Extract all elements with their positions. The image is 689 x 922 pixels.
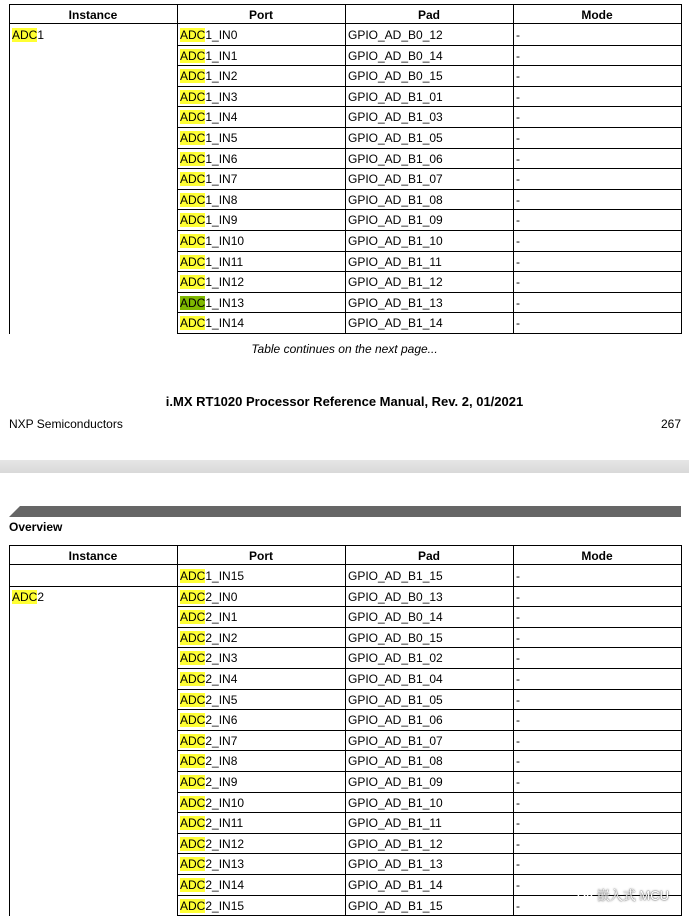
pad-cell: GPIO_AD_B1_05 [348,692,443,707]
port-suffix: 1_IN11 [205,254,244,269]
port-suffix: 1_IN3 [205,89,238,104]
mode-cell: - [516,754,520,769]
port-cell [180,149,237,169]
search-highlight: ADC [180,28,206,42]
port-suffix: 1_IN12 [205,275,245,290]
pad-cell: GPIO_AD_B0_12 [348,28,443,42]
search-highlight: ADC [180,234,206,248]
port-suffix: 1_IN4 [205,110,238,125]
search-highlight: ADC [180,213,206,228]
pad-cell: GPIO_AD_B1_10 [348,795,443,810]
pad-cell: GPIO_AD_B1_13 [348,295,443,310]
search-highlight: ADC [180,110,206,125]
mode-cell: - [516,213,520,228]
port-cell [180,772,237,792]
search-highlight: ADC [180,775,206,789]
port-suffix: 2_IN9 [205,775,238,789]
search-highlight: ADC [180,692,206,707]
port-suffix: 1_IN1 [205,48,238,63]
pad-cell: GPIO_AD_B0_13 [348,589,443,604]
port-suffix: 2_IN12 [205,836,245,851]
port-cell [180,128,237,148]
port-suffix: 2_IN2 [205,630,238,645]
column-header: Pad [345,545,513,565]
pad-cell: GPIO_AD_B1_13 [348,857,443,872]
instance-cell [12,587,44,607]
search-highlight: ADC [180,131,206,145]
port-cell [180,87,237,107]
pad-cell: GPIO_AD_B0_15 [348,630,443,645]
column-header: Pad [345,4,513,24]
search-highlight: ADC [180,733,206,748]
instance-number: 1 [37,28,45,42]
mode-cell: - [516,878,520,892]
search-highlight: ADC [12,28,38,42]
port-suffix: 2_IN3 [205,651,238,666]
port-cell [180,854,244,874]
mode-cell: - [516,48,520,63]
instance-number: 2 [37,589,45,604]
port-suffix: 2_IN14 [205,878,245,892]
port-suffix: 1_IN9 [205,213,238,228]
mode-cell: - [516,692,520,707]
port-cell [180,896,244,916]
watermark [577,885,669,904]
search-highlight: ADC [180,275,206,290]
column-header: Port [177,545,345,565]
mode-cell: - [516,898,520,913]
mode-cell: - [516,569,520,583]
port-suffix: 2_IN8 [205,754,238,769]
pad-cell: GPIO_AD_B1_08 [348,192,443,207]
pad-cell: GPIO_AD_B1_15 [348,569,443,583]
pad-cell: GPIO_AD_B0_14 [348,48,443,63]
search-highlight: ADC [180,878,206,892]
search-highlight: ADC [180,192,206,207]
search-highlight: ADC [180,898,206,913]
port-cell [180,731,237,751]
port-suffix: 1_IN6 [205,151,238,166]
pad-cell: GPIO_AD_B1_04 [348,672,443,686]
port-cell [180,231,244,251]
port-cell [180,66,237,86]
mode-cell: - [516,28,520,42]
search-highlight: ADC [180,69,206,84]
search-highlight: ADC [180,816,206,831]
pad-cell: GPIO_AD_B1_05 [348,131,443,145]
search-highlight: ADC [180,630,206,645]
pin-table-page1 [9,4,681,334]
port-cell [180,293,244,313]
search-highlight: ADC [180,672,206,686]
search-highlight: ADC [180,89,206,104]
search-highlight: ADC [180,610,206,625]
mode-cell: - [516,89,520,104]
mode-cell: - [516,275,520,290]
pad-cell: GPIO_AD_B1_12 [348,836,443,851]
page-number: 267 [660,417,681,431]
port-suffix: 1_IN2 [205,69,238,84]
port-cell [180,628,237,648]
search-highlight: ADC [180,589,206,604]
port-cell [180,252,243,272]
mode-cell: - [516,775,520,789]
search-highlight: ADC [180,295,206,310]
search-highlight: ADC [180,151,206,166]
port-cell [180,25,237,45]
port-cell [180,210,237,230]
mode-cell: - [516,836,520,851]
mode-cell: - [516,713,520,728]
mode-cell: - [516,234,520,248]
page-gap [0,460,689,473]
header-band [9,506,681,517]
port-suffix: 2_IN7 [205,733,238,748]
pad-cell: GPIO_AD_B1_06 [348,151,443,166]
mode-cell: - [516,151,520,166]
mode-cell: - [516,295,520,310]
pad-cell: GPIO_AD_B1_01 [348,89,443,104]
pad-cell: GPIO_AD_B1_10 [348,234,443,248]
mode-cell: - [516,795,520,810]
mode-cell: - [516,69,520,84]
document-title: i.MX RT1020 Processor Reference Manual, Rev. 2, 01/2021 [165,394,524,409]
port-cell [180,690,237,710]
footer-company: NXP Semiconductors [9,417,123,431]
port-cell [180,190,237,210]
search-highlight: ADC [180,795,206,810]
port-cell [180,751,237,771]
port-cell [180,272,244,292]
column-header: Instance [9,4,177,24]
search-highlight: ADC [180,316,206,331]
pad-cell: GPIO_AD_B1_07 [348,172,443,187]
port-cell [180,607,237,627]
pad-cell: GPIO_AD_B1_15 [348,898,443,913]
port-suffix: 2_IN5 [205,692,238,707]
port-cell [180,648,237,668]
pad-cell: GPIO_AD_B1_07 [348,733,443,748]
column-header: Port [177,4,345,24]
search-highlight: ADC [180,254,206,269]
port-suffix: 1_IN8 [205,192,238,207]
pdf-page-268 [0,473,689,922]
port-suffix: 2_IN10 [205,795,245,810]
port-suffix: 2_IN0 [205,589,238,604]
mode-cell: - [516,630,520,645]
search-highlight: ADC [180,857,206,872]
mode-cell: - [516,131,520,145]
column-header: Instance [9,545,177,565]
port-suffix: 2_IN4 [205,672,238,686]
search-highlight: ADC [180,713,206,728]
search-highlight: ADC [180,48,206,63]
pdf-page-267 [0,0,689,460]
port-cell [180,710,237,730]
column-divider [9,4,10,334]
search-highlight: ADC [180,172,206,187]
port-cell [180,587,237,607]
pin-table-page2 [9,545,681,916]
port-cell [180,793,244,813]
pad-cell: GPIO_AD_B1_09 [348,213,443,228]
port-cell [180,566,244,586]
mode-cell: - [516,192,520,207]
search-highlight: ADC [12,589,38,604]
pad-cell: GPIO_AD_B1_08 [348,754,443,769]
mode-cell: - [516,733,520,748]
port-suffix: 2_IN1 [205,610,238,625]
column-header: Mode [513,545,681,565]
port-suffix: 1_IN14 [205,316,245,331]
search-highlight: ADC [180,569,206,583]
port-cell [180,669,237,689]
mode-cell: - [516,816,520,831]
port-suffix: 2_IN11 [205,816,244,831]
port-suffix: 2_IN13 [205,857,245,872]
section-title: Overview [9,520,63,534]
mode-cell: - [516,110,520,125]
mode-cell: - [516,589,520,604]
mode-cell: - [516,857,520,872]
port-cell [180,813,243,833]
port-suffix: 1_IN10 [205,234,245,248]
column-divider [9,545,10,916]
mode-cell: - [516,316,520,331]
mode-cell: - [516,254,520,269]
watermark-text: 嵌入式 MCU [596,888,669,903]
search-highlight: ADC [180,651,206,666]
port-suffix: 1_IN13 [205,295,245,310]
search-highlight: ADC [180,836,206,851]
port-suffix: 1_IN0 [205,28,238,42]
pad-cell: GPIO_AD_B1_11 [348,254,442,269]
port-cell [180,46,237,66]
mode-cell: - [516,172,520,187]
pad-cell: GPIO_AD_B1_14 [348,878,443,892]
pad-cell: GPIO_AD_B1_09 [348,775,443,789]
pad-cell: GPIO_AD_B1_12 [348,275,443,290]
pad-cell: GPIO_AD_B1_14 [348,316,443,331]
port-suffix: 1_IN5 [205,131,238,145]
chat-bubble-icon [577,887,593,903]
port-cell [180,875,244,895]
port-cell [180,169,237,189]
port-cell [180,834,244,854]
search-highlight: ADC [180,754,206,769]
mode-cell: - [516,651,520,666]
pad-cell: GPIO_AD_B1_03 [348,110,443,125]
instance-cell [12,25,44,45]
port-suffix: 1_IN15 [205,569,245,583]
pad-cell: GPIO_AD_B1_06 [348,713,443,728]
pad-cell: GPIO_AD_B0_15 [348,69,443,84]
port-suffix: 1_IN7 [205,172,238,187]
column-header: Mode [513,4,681,24]
table-continues-caption: Table continues on the next page... [251,342,438,356]
pad-cell: GPIO_AD_B1_02 [348,651,443,666]
mode-cell: - [516,610,520,625]
pad-cell: GPIO_AD_B1_11 [348,816,442,831]
mode-cell: - [516,672,520,686]
port-suffix: 2_IN15 [205,898,245,913]
port-cell [180,107,237,127]
port-cell [180,313,244,333]
port-suffix: 2_IN6 [205,713,238,728]
pad-cell: GPIO_AD_B0_14 [348,610,443,625]
